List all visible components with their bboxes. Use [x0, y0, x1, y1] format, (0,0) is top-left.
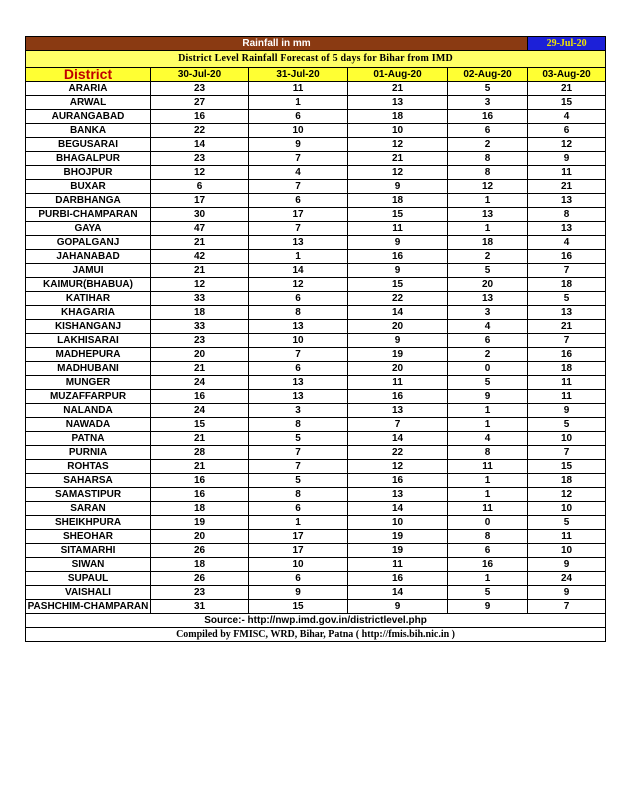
rainfall-value: 24 [528, 572, 606, 586]
rainfall-value: 11 [448, 502, 528, 516]
rainfall-value: 13 [528, 222, 606, 236]
rainfall-value: 9 [249, 586, 348, 600]
rainfall-value: 12 [348, 460, 448, 474]
rainfall-table [25, 36, 606, 642]
rainfall-value: 10 [528, 502, 606, 516]
table-row [26, 152, 606, 166]
date-column-header: 31-Jul-20 [249, 68, 348, 82]
rainfall-value: 28 [151, 446, 249, 460]
rainfall-value: 16 [448, 558, 528, 572]
rainfall-value: 18 [448, 236, 528, 250]
rainfall-value: 2 [448, 348, 528, 362]
rainfall-value: 15 [528, 460, 606, 474]
rainfall-value: 22 [348, 446, 448, 460]
rainfall-value: 1 [249, 250, 348, 264]
rainfall-value: 6 [528, 124, 606, 138]
rainfall-value: 5 [448, 376, 528, 390]
rainfall-value: 5 [528, 292, 606, 306]
district-name: JAHANABAD [26, 250, 151, 264]
rainfall-value: 9 [528, 404, 606, 418]
rainfall-value: 18 [528, 278, 606, 292]
rainfall-value: 11 [528, 390, 606, 404]
rainfall-value: 19 [151, 516, 249, 530]
rainfall-value: 17 [249, 544, 348, 558]
rainfall-value: 6 [249, 362, 348, 376]
district-name: SUPAUL [26, 572, 151, 586]
date-column-header: 30-Jul-20 [151, 68, 249, 82]
rainfall-value: 4 [448, 320, 528, 334]
rainfall-value: 11 [348, 376, 448, 390]
rainfall-value: 18 [151, 558, 249, 572]
district-name: BHOJPUR [26, 166, 151, 180]
district-name: NALANDA [26, 404, 151, 418]
rainfall-value: 6 [448, 124, 528, 138]
table-row [26, 292, 606, 306]
rainfall-value: 7 [348, 418, 448, 432]
rainfall-value: 6 [249, 194, 348, 208]
rainfall-value: 7 [528, 600, 606, 614]
rainfall-value: 4 [249, 166, 348, 180]
rainfall-value: 14 [249, 264, 348, 278]
rainfall-value: 21 [348, 82, 448, 96]
rainfall-value: 1 [448, 404, 528, 418]
rainfall-value: 1 [448, 572, 528, 586]
rainfall-value: 26 [151, 572, 249, 586]
rainfall-value: 7 [249, 446, 348, 460]
rainfall-value: 24 [151, 404, 249, 418]
rainfall-value: 11 [528, 376, 606, 390]
rainfall-value: 11 [528, 530, 606, 544]
rainfall-value: 21 [348, 152, 448, 166]
district-name: DARBHANGA [26, 194, 151, 208]
rainfall-value: 8 [249, 418, 348, 432]
rainfall-value: 0 [448, 516, 528, 530]
district-name: VAISHALI [26, 586, 151, 600]
district-name: SIWAN [26, 558, 151, 572]
rainfall-value: 13 [249, 236, 348, 250]
rainfall-value: 9 [348, 600, 448, 614]
rainfall-value: 2 [448, 138, 528, 152]
district-name: PASHCHIM-CHAMPARAN [26, 600, 151, 614]
rainfall-value: 16 [151, 390, 249, 404]
rainfall-value: 5 [448, 586, 528, 600]
district-name: SAMASTIPUR [26, 488, 151, 502]
rainfall-value: 14 [348, 306, 448, 320]
rainfall-value: 13 [528, 194, 606, 208]
rainfall-value: 6 [151, 180, 249, 194]
rainfall-value: 13 [348, 404, 448, 418]
rainfall-value: 13 [348, 488, 448, 502]
rainfall-value: 16 [348, 474, 448, 488]
district-name: PURNIA [26, 446, 151, 460]
district-name: PURBI-CHAMPARAN [26, 208, 151, 222]
rainfall-value: 18 [151, 306, 249, 320]
district-name: MADHEPURA [26, 348, 151, 362]
table-row [26, 82, 606, 96]
rainfall-value: 16 [348, 250, 448, 264]
rainfall-value: 10 [348, 516, 448, 530]
compiled-note: Compiled by FMISC, WRD, Bihar, Patna ( http://fmis.bih.nic.in ) [26, 628, 606, 642]
district-name: SAHARSA [26, 474, 151, 488]
column-header-row [26, 68, 606, 82]
rainfall-value: 9 [348, 264, 448, 278]
rainfall-value: 21 [151, 362, 249, 376]
rainfall-value: 15 [151, 418, 249, 432]
rainfall-value: 6 [249, 502, 348, 516]
table-row [26, 376, 606, 390]
rainfall-value: 12 [448, 180, 528, 194]
rainfall-value: 8 [448, 446, 528, 460]
district-name: KHAGARIA [26, 306, 151, 320]
rainfall-value: 10 [249, 334, 348, 348]
compiled-row [26, 628, 606, 642]
rainfall-value: 19 [348, 348, 448, 362]
table-row [26, 446, 606, 460]
rainfall-value: 30 [151, 208, 249, 222]
rainfall-value: 21 [528, 320, 606, 334]
rainfall-value: 12 [151, 278, 249, 292]
rainfall-value: 4 [528, 110, 606, 124]
rainfall-value: 8 [448, 166, 528, 180]
rainfall-value: 23 [151, 586, 249, 600]
district-name: SHEOHAR [26, 530, 151, 544]
rainfall-value: 11 [448, 460, 528, 474]
rainfall-value: 18 [348, 110, 448, 124]
rainfall-value: 20 [348, 362, 448, 376]
date-column-header: 03-Aug-20 [528, 68, 606, 82]
rainfall-value: 9 [448, 390, 528, 404]
table-row [26, 572, 606, 586]
rainfall-value: 8 [528, 208, 606, 222]
district-name: SHEIKHPURA [26, 516, 151, 530]
rainfall-value: 10 [249, 558, 348, 572]
table-row [26, 348, 606, 362]
table-row [26, 194, 606, 208]
rainfall-value: 33 [151, 292, 249, 306]
rainfall-value: 9 [528, 586, 606, 600]
table-row [26, 320, 606, 334]
district-name: AURANGABAD [26, 110, 151, 124]
district-name: ROHTAS [26, 460, 151, 474]
rainfall-value: 2 [448, 250, 528, 264]
table-row [26, 586, 606, 600]
rainfall-value: 1 [448, 488, 528, 502]
rainfall-value: 6 [249, 292, 348, 306]
rainfall-value: 18 [528, 474, 606, 488]
rainfall-value: 16 [151, 488, 249, 502]
rainfall-value: 7 [249, 180, 348, 194]
district-name: GOPALGANJ [26, 236, 151, 250]
rainfall-value: 7 [249, 460, 348, 474]
rainfall-value: 23 [151, 334, 249, 348]
rainfall-value: 9 [348, 180, 448, 194]
district-name: PATNA [26, 432, 151, 446]
rainfall-value: 17 [249, 530, 348, 544]
rainfall-value: 9 [528, 558, 606, 572]
table-row [26, 166, 606, 180]
rainfall-value: 14 [348, 502, 448, 516]
rainfall-value: 31 [151, 600, 249, 614]
rainfall-value: 4 [528, 236, 606, 250]
rainfall-value: 18 [151, 502, 249, 516]
rainfall-value: 7 [528, 264, 606, 278]
rainfall-value: 5 [528, 516, 606, 530]
rainfall-value: 20 [151, 530, 249, 544]
rainfall-value: 21 [151, 236, 249, 250]
rainfall-value: 15 [348, 278, 448, 292]
district-name: MUZAFFARPUR [26, 390, 151, 404]
rainfall-value: 27 [151, 96, 249, 110]
rainfall-value: 17 [151, 194, 249, 208]
table-row [26, 250, 606, 264]
rainfall-value: 5 [528, 418, 606, 432]
rainfall-value: 9 [528, 152, 606, 166]
district-name: SITAMARHI [26, 544, 151, 558]
district-name: BHAGALPUR [26, 152, 151, 166]
district-name: KATIHAR [26, 292, 151, 306]
rainfall-value: 6 [249, 110, 348, 124]
rainfall-value: 13 [249, 376, 348, 390]
rainfall-value: 10 [528, 432, 606, 446]
rainfall-value: 20 [448, 278, 528, 292]
unit-band-row [26, 37, 606, 51]
rainfall-value: 33 [151, 320, 249, 334]
rainfall-value: 3 [249, 404, 348, 418]
rainfall-value: 5 [448, 82, 528, 96]
rainfall-value: 9 [348, 236, 448, 250]
rainfall-value: 13 [448, 208, 528, 222]
table-row [26, 334, 606, 348]
district-name: JAMUI [26, 264, 151, 278]
rainfall-value: 9 [448, 600, 528, 614]
rainfall-value: 5 [249, 432, 348, 446]
rainfall-value: 16 [448, 110, 528, 124]
rainfall-value: 7 [249, 348, 348, 362]
rainfall-value: 12 [348, 166, 448, 180]
rainfall-value: 13 [528, 306, 606, 320]
rainfall-value: 15 [249, 600, 348, 614]
rainfall-value: 16 [151, 110, 249, 124]
district-name: BANKA [26, 124, 151, 138]
district-name: KISHANGANJ [26, 320, 151, 334]
rainfall-value: 12 [528, 488, 606, 502]
rainfall-value: 18 [348, 194, 448, 208]
rainfall-value: 4 [448, 432, 528, 446]
rainfall-value: 11 [348, 558, 448, 572]
district-column-header: District [26, 68, 151, 82]
table-row [26, 390, 606, 404]
rainfall-value: 24 [151, 376, 249, 390]
district-name: GAYA [26, 222, 151, 236]
rainfall-value: 16 [528, 348, 606, 362]
district-name: LAKHISARAI [26, 334, 151, 348]
district-name: MUNGER [26, 376, 151, 390]
unit-band: Rainfall in mm [26, 37, 528, 51]
rainfall-value: 10 [348, 124, 448, 138]
rainfall-value: 5 [249, 474, 348, 488]
rainfall-value: 8 [249, 306, 348, 320]
rainfall-value: 7 [249, 152, 348, 166]
rainfall-value: 13 [348, 96, 448, 110]
table-row [26, 544, 606, 558]
rainfall-value: 8 [448, 530, 528, 544]
rainfall-forecast-sheet [25, 36, 605, 642]
rainfall-value: 1 [448, 194, 528, 208]
district-name: MADHUBANI [26, 362, 151, 376]
rainfall-value: 13 [249, 320, 348, 334]
rainfall-value: 22 [151, 124, 249, 138]
table-row [26, 418, 606, 432]
table-row [26, 558, 606, 572]
date-column-header: 01-Aug-20 [348, 68, 448, 82]
rainfall-value: 7 [528, 334, 606, 348]
district-name: SARAN [26, 502, 151, 516]
rainfall-value: 1 [249, 96, 348, 110]
rainfall-value: 17 [249, 208, 348, 222]
rainfall-value: 14 [348, 586, 448, 600]
table-row [26, 600, 606, 614]
rainfall-value: 8 [448, 152, 528, 166]
table-row [26, 278, 606, 292]
rainfall-value: 12 [249, 278, 348, 292]
rainfall-value: 15 [528, 96, 606, 110]
district-name: BUXAR [26, 180, 151, 194]
rainfall-value: 16 [348, 572, 448, 586]
rainfall-value: 9 [348, 334, 448, 348]
rainfall-value: 6 [448, 334, 528, 348]
rainfall-value: 21 [151, 432, 249, 446]
table-row [26, 530, 606, 544]
rainfall-value: 23 [151, 152, 249, 166]
rainfall-value: 11 [528, 166, 606, 180]
table-row [26, 110, 606, 124]
rainfall-value: 16 [348, 390, 448, 404]
rainfall-value: 18 [528, 362, 606, 376]
table-row [26, 404, 606, 418]
rainfall-value: 1 [448, 474, 528, 488]
table-row [26, 208, 606, 222]
rainfall-value: 9 [249, 138, 348, 152]
rainfall-value: 14 [151, 138, 249, 152]
rainfall-value: 8 [249, 488, 348, 502]
rainfall-value: 21 [528, 180, 606, 194]
table-row [26, 306, 606, 320]
rainfall-value: 19 [348, 544, 448, 558]
table-title: District Level Rainfall Forecast of 5 days for Bihar from IMD [26, 51, 606, 68]
rainfall-value: 1 [448, 222, 528, 236]
table-row [26, 138, 606, 152]
district-name: NAWADA [26, 418, 151, 432]
title-row [26, 51, 606, 68]
rainfall-value: 16 [528, 250, 606, 264]
rainfall-value: 11 [348, 222, 448, 236]
table-row [26, 236, 606, 250]
table-row [26, 362, 606, 376]
rainfall-value: 3 [448, 306, 528, 320]
rainfall-value: 10 [249, 124, 348, 138]
table-row [26, 474, 606, 488]
table-row [26, 488, 606, 502]
table-row [26, 96, 606, 110]
district-name: ARWAL [26, 96, 151, 110]
rainfall-value: 22 [348, 292, 448, 306]
district-name: BEGUSARAI [26, 138, 151, 152]
rainfall-value: 7 [528, 446, 606, 460]
rainfall-value: 20 [151, 348, 249, 362]
rainfall-value: 6 [448, 544, 528, 558]
rainfall-value: 12 [348, 138, 448, 152]
table-row [26, 460, 606, 474]
rainfall-value: 15 [348, 208, 448, 222]
rainfall-value: 26 [151, 544, 249, 558]
rainfall-value: 3 [448, 96, 528, 110]
rainfall-value: 11 [249, 82, 348, 96]
table-row [26, 502, 606, 516]
rainfall-value: 1 [448, 418, 528, 432]
rainfall-value: 7 [249, 222, 348, 236]
rainfall-value: 23 [151, 82, 249, 96]
rainfall-value: 42 [151, 250, 249, 264]
table-row [26, 180, 606, 194]
rainfall-value: 16 [151, 474, 249, 488]
rainfall-value: 1 [249, 516, 348, 530]
rainfall-value: 12 [528, 138, 606, 152]
table-row [26, 124, 606, 138]
rainfall-value: 21 [151, 460, 249, 474]
rainfall-value: 13 [249, 390, 348, 404]
rainfall-value: 5 [448, 264, 528, 278]
rainfall-value: 21 [528, 82, 606, 96]
district-name: ARARIA [26, 82, 151, 96]
rainfall-value: 20 [348, 320, 448, 334]
rainfall-value: 13 [448, 292, 528, 306]
rainfall-value: 47 [151, 222, 249, 236]
table-row [26, 222, 606, 236]
rainfall-value: 21 [151, 264, 249, 278]
rainfall-value: 14 [348, 432, 448, 446]
table-row [26, 432, 606, 446]
date-column-header: 02-Aug-20 [448, 68, 528, 82]
district-name: KAIMUR(BHABUA) [26, 278, 151, 292]
rainfall-value: 0 [448, 362, 528, 376]
source-note: Source:- http://nwp.imd.gov.in/districtlevel.php [26, 614, 606, 628]
issue-date: 29-Jul-20 [528, 37, 606, 51]
rainfall-value: 10 [528, 544, 606, 558]
source-row [26, 614, 606, 628]
table-row [26, 516, 606, 530]
table-row [26, 264, 606, 278]
rainfall-value: 6 [249, 572, 348, 586]
rainfall-value: 19 [348, 530, 448, 544]
rainfall-value: 12 [151, 166, 249, 180]
